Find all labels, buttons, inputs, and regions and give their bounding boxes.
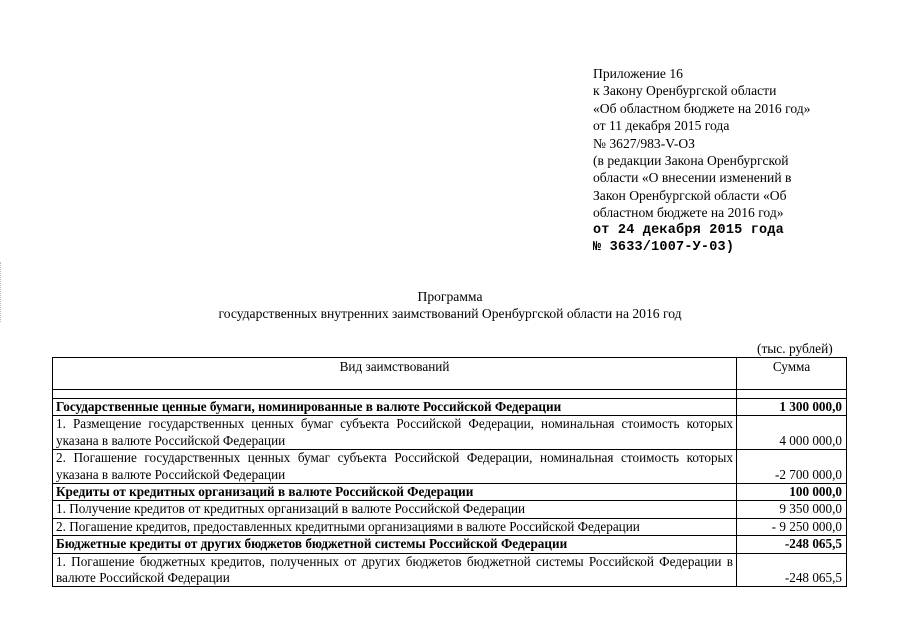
borrowing-program-table bbox=[52, 357, 847, 587]
units-label: (тыс. рублей) bbox=[757, 341, 833, 356]
table-row bbox=[53, 450, 847, 484]
spacer-cell bbox=[737, 390, 847, 399]
header-type: Вид заимствований bbox=[53, 358, 737, 390]
document-title: Программа bbox=[417, 289, 483, 304]
row-desc: 1. Получение кредитов от кредитных организаций в валюте Российской Федерации bbox=[53, 501, 737, 518]
table-row bbox=[53, 484, 847, 501]
row-desc: 2. Погашение кредитов, предоставленных кредитными организациями в валюте Российской Федерации bbox=[53, 518, 737, 535]
appendix-header bbox=[593, 65, 883, 256]
row-sum: -2 700 000,0 bbox=[737, 450, 847, 484]
table-row bbox=[53, 518, 847, 535]
appendix-line: Закон Оренбургской области «Об bbox=[593, 187, 787, 203]
row-desc: 1. Погашение бюджетных кредитов, полученных от других бюджетов бюджетной системы Российской Федерации в валюте Российской Федерации bbox=[53, 553, 737, 587]
amendment-number: № 3633/1007-У-03) bbox=[593, 240, 735, 256]
row-sum: 9 350 000,0 bbox=[737, 501, 847, 518]
appendix-line: Приложение 16 bbox=[593, 66, 683, 81]
appendix-line: «Об областном бюджете на 2016 год» bbox=[593, 100, 811, 116]
appendix-line: к Закону Оренбургской области bbox=[593, 83, 777, 99]
row-sum: 1 300 000,0 bbox=[737, 399, 847, 416]
table-row bbox=[53, 416, 847, 450]
amendment-date: от 24 декабря 2015 года bbox=[593, 222, 784, 238]
appendix-line: областном бюджете на 2016 год» bbox=[593, 205, 784, 221]
row-sum: -248 065,5 bbox=[737, 536, 847, 553]
scan-edge-mark bbox=[0, 262, 3, 322]
row-desc: Государственные ценные бумаги, номинированные в валюте Российской Федерации bbox=[53, 399, 737, 416]
appendix-line: (в редакции Закона Оренбургской bbox=[593, 153, 789, 169]
row-sum: 100 000,0 bbox=[737, 484, 847, 501]
header-sum: Сумма bbox=[737, 358, 847, 390]
row-desc: 2. Погашение государственных ценных бумаг субъекта Российской Федерации, номинальная стоимость которых указана в валюте Российской Федерации bbox=[53, 450, 737, 484]
appendix-line: области «О внесении изменений в bbox=[593, 170, 792, 186]
row-sum: - 9 250 000,0 bbox=[737, 518, 847, 535]
appendix-line: от 11 декабря 2015 года bbox=[593, 118, 730, 134]
table-header-row bbox=[53, 358, 847, 390]
row-sum: -248 065,5 bbox=[737, 553, 847, 587]
table-row bbox=[53, 553, 847, 587]
table-spacer-row bbox=[53, 390, 847, 399]
table-row bbox=[53, 536, 847, 553]
table-row bbox=[53, 399, 847, 416]
spacer-cell bbox=[53, 390, 737, 399]
row-desc: Бюджетные кредиты от других бюджетов бюджетной системы Российской Федерации bbox=[53, 536, 737, 553]
row-desc: Кредиты от кредитных организаций в валюте Российской Федерации bbox=[53, 484, 737, 501]
document-subtitle: государственных внутренних заимствований Оренбургской области на 2016 год bbox=[218, 306, 682, 321]
table-row bbox=[53, 501, 847, 518]
row-desc: 1. Размещение государственных ценных бумаг субъекта Российской Федерации, номинальная стоимость которых указана в валюте Российской Федерации bbox=[53, 416, 737, 450]
row-sum: 4 000 000,0 bbox=[737, 416, 847, 450]
appendix-line: № 3627/983-V-ОЗ bbox=[593, 135, 695, 151]
